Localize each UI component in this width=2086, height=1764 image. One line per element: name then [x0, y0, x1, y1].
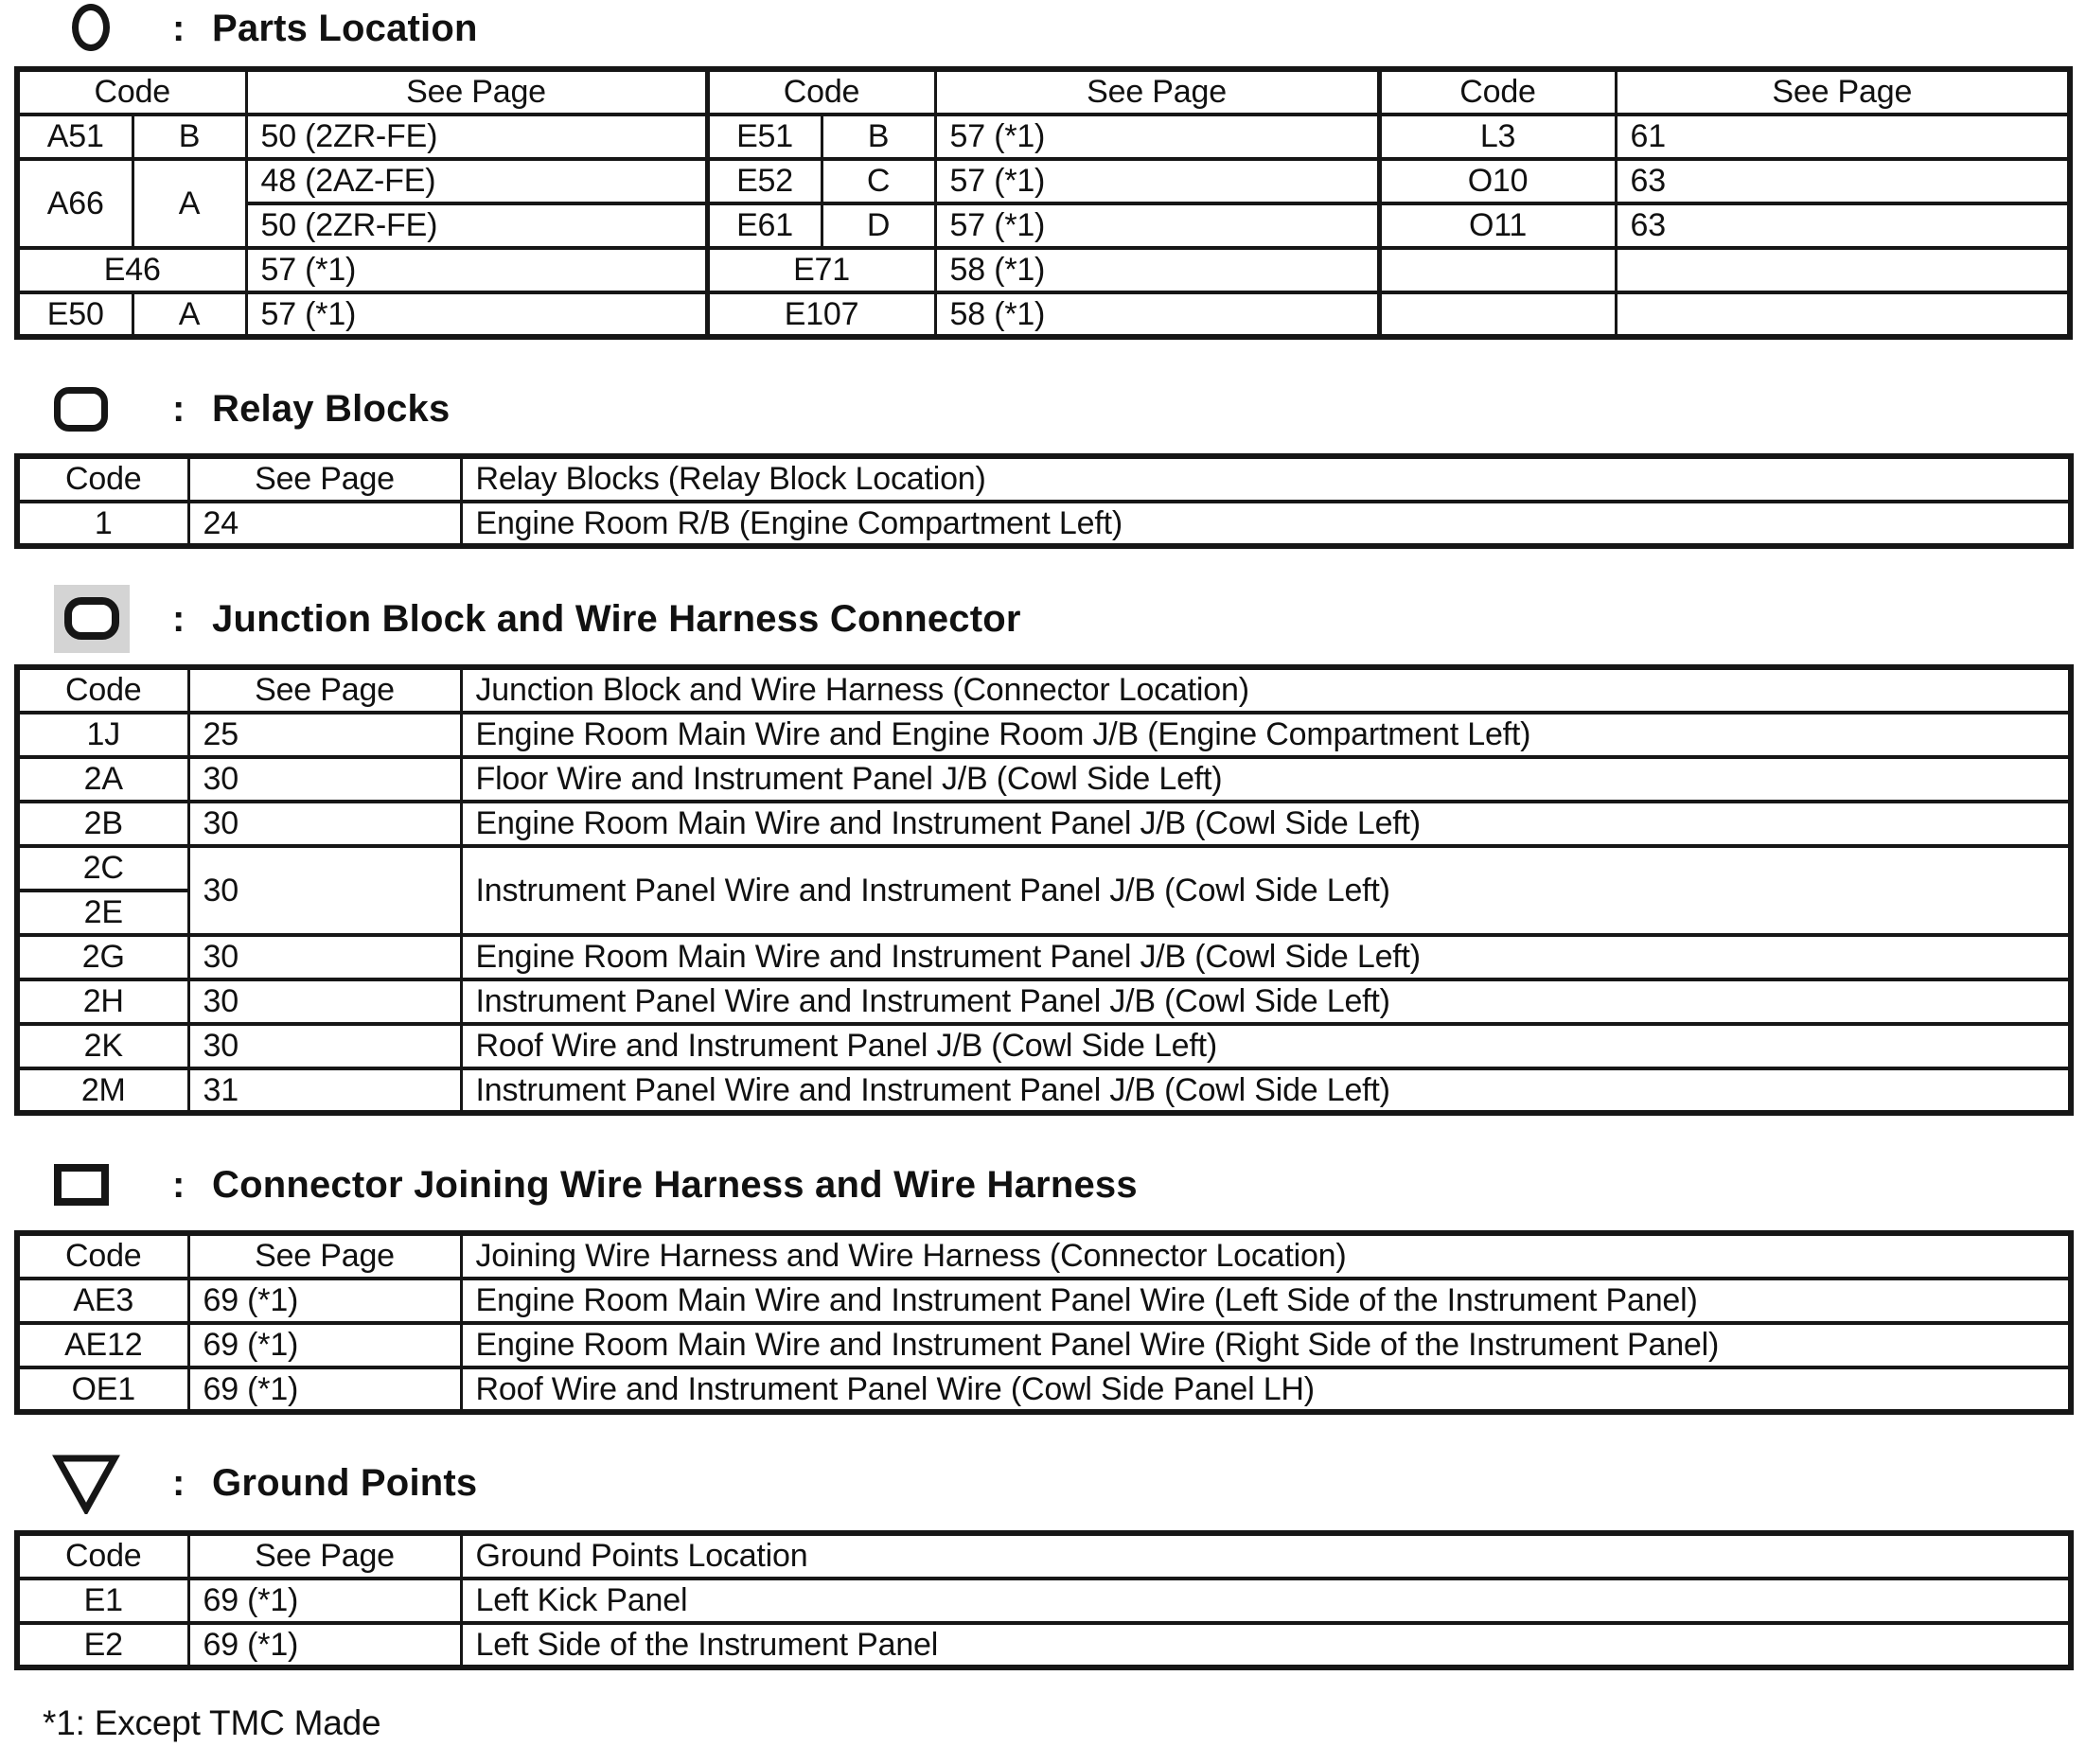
see-page-cell: 57 (*1) [935, 159, 1379, 203]
empty-cell [1379, 292, 1616, 337]
code-cell: OE1 [17, 1367, 188, 1412]
see-page-cell: 63 [1616, 159, 2070, 203]
table-row [17, 1579, 2071, 1623]
table-row [17, 159, 2070, 203]
junction-block-section-header [0, 579, 2086, 659]
ground-points-section-header [0, 1452, 2086, 1514]
table-header-row [17, 1533, 2071, 1579]
parts-location-circle-icon [72, 4, 110, 51]
section-title: Parts Location [212, 8, 478, 49]
location-cell: Engine Room Main Wire and Instrument Panel J/B (Cowl Side Left) [461, 802, 2071, 846]
see-page-cell: 57 (*1) [935, 203, 1379, 248]
code-cell: 1 [17, 502, 188, 546]
column-header-code: Code [17, 1533, 188, 1579]
code-suffix-cell: A [133, 159, 246, 248]
location-cell: Instrument Panel Wire and Instrument Panel J/B (Cowl Side Left) [461, 846, 2071, 935]
see-page-cell: 30 [188, 979, 461, 1024]
code-cell: 2K [17, 1024, 188, 1068]
location-cell: Roof Wire and Instrument Panel J/B (Cowl Side Left) [461, 1024, 2071, 1068]
colon: : [172, 1164, 186, 1206]
code-cell: E46 [17, 248, 246, 292]
column-header-code: Code [17, 667, 188, 713]
code-suffix-cell: B [822, 115, 935, 159]
column-header-location: Joining Wire Harness and Wire Harness (Connector Location) [461, 1233, 2071, 1279]
see-page-cell: 69 (*1) [188, 1367, 461, 1412]
relay-block-icon [54, 387, 108, 432]
empty-cell [1379, 248, 1616, 292]
code-cell: 2C [17, 846, 188, 891]
section-title: Connector Joining Wire Harness and Wire Harness [212, 1164, 1138, 1206]
location-cell: Left Side of the Instrument Panel [461, 1623, 2071, 1667]
table-row [17, 1068, 2071, 1113]
see-page-cell: 30 [188, 846, 461, 935]
code-cell: A66 [17, 159, 133, 248]
colon: : [172, 8, 186, 49]
column-header-code: Code [17, 456, 188, 502]
code-cell: L3 [1379, 115, 1616, 159]
location-cell: Floor Wire and Instrument Panel J/B (Cowl Side Left) [461, 757, 2071, 802]
column-header-see-page: See Page [188, 1533, 461, 1579]
table-row [17, 502, 2071, 546]
see-page-cell: 61 [1616, 115, 2070, 159]
see-page-cell: 57 (*1) [935, 115, 1379, 159]
code-cell: E52 [707, 159, 822, 203]
section-title: Ground Points [212, 1462, 478, 1504]
code-cell: E51 [707, 115, 822, 159]
connector-square-icon [54, 1164, 109, 1206]
code-cell: 2E [17, 891, 188, 935]
table-row [17, 203, 2070, 248]
code-cell: E1 [17, 1579, 188, 1623]
empty-cell [1616, 248, 2070, 292]
relay-blocks-table [14, 453, 2074, 549]
see-page-cell: 57 (*1) [246, 248, 707, 292]
table-row [17, 846, 2071, 891]
code-suffix-cell: C [822, 159, 935, 203]
code-cell: AE3 [17, 1279, 188, 1323]
code-cell: A51 [17, 115, 133, 159]
location-cell: Engine Room Main Wire and Engine Room J/B (Engine Compartment Left) [461, 713, 2071, 757]
junction-block-icon [64, 597, 119, 640]
table-header-row [17, 667, 2071, 713]
column-header-code: Code [17, 1233, 188, 1279]
code-cell: E71 [707, 248, 935, 292]
section-title: Relay Blocks [212, 388, 451, 430]
see-page-cell: 50 (2ZR-FE) [246, 115, 707, 159]
table-row [17, 248, 2070, 292]
parts-location-table [14, 66, 2073, 340]
see-page-cell: 58 (*1) [935, 248, 1379, 292]
code-cell: E2 [17, 1623, 188, 1667]
code-cell: O11 [1379, 203, 1616, 248]
colon: : [172, 388, 186, 430]
table-row [17, 292, 2070, 337]
code-suffix-cell: B [133, 115, 246, 159]
see-page-cell: 57 (*1) [246, 292, 707, 337]
empty-cell [1616, 292, 2070, 337]
see-page-cell: 30 [188, 935, 461, 979]
code-cell: 1J [17, 713, 188, 757]
table-row [17, 1367, 2071, 1412]
code-cell: AE12 [17, 1323, 188, 1367]
location-cell: Engine Room Main Wire and Instrument Panel J/B (Cowl Side Left) [461, 935, 2071, 979]
column-header-location: Relay Blocks (Relay Block Location) [461, 456, 2071, 502]
code-cell: O10 [1379, 159, 1616, 203]
see-page-cell: 63 [1616, 203, 2070, 248]
table-row [17, 713, 2071, 757]
see-page-cell: 50 (2ZR-FE) [246, 203, 707, 248]
table-row [17, 979, 2071, 1024]
see-page-cell: 31 [188, 1068, 461, 1113]
code-cell: E50 [17, 292, 133, 337]
relay-blocks-section-header [0, 380, 2086, 437]
location-cell: Engine Room R/B (Engine Compartment Left) [461, 502, 2071, 546]
see-page-cell: 69 (*1) [188, 1579, 461, 1623]
footnote: *1: Except TMC Made [43, 1703, 381, 1742]
see-page-cell: 69 (*1) [188, 1623, 461, 1667]
see-page-cell: 30 [188, 1024, 461, 1068]
ground-triangle-icon [52, 1454, 120, 1542]
location-cell: Engine Room Main Wire and Instrument Panel Wire (Right Side of the Instrument Panel) [461, 1323, 2071, 1367]
junction-block-icon-background [54, 585, 130, 653]
ground-points-table [14, 1530, 2074, 1670]
see-page-cell: 69 (*1) [188, 1323, 461, 1367]
code-suffix-cell: D [822, 203, 935, 248]
column-header-code: Code [707, 69, 935, 115]
column-header-see-page: See Page [188, 667, 461, 713]
table-header-row [17, 456, 2071, 502]
location-cell: Instrument Panel Wire and Instrument Panel J/B (Cowl Side Left) [461, 979, 2071, 1024]
column-header-see-page: See Page [188, 1233, 461, 1279]
column-header-see-page: See Page [935, 69, 1379, 115]
column-header-see-page: See Page [188, 456, 461, 502]
code-cell: 2H [17, 979, 188, 1024]
parts-location-section-header [0, 0, 2086, 57]
see-page-cell: 30 [188, 757, 461, 802]
code-cell: 2G [17, 935, 188, 979]
column-header-see-page: See Page [1616, 69, 2070, 115]
code-cell: 2B [17, 802, 188, 846]
table-header-row [17, 69, 2070, 115]
table-row [17, 935, 2071, 979]
table-row [17, 115, 2070, 159]
code-cell: E107 [707, 292, 935, 337]
code-cell: 2M [17, 1068, 188, 1113]
column-header-location: Ground Points Location [461, 1533, 2071, 1579]
code-cell: 2A [17, 757, 188, 802]
see-page-cell: 48 (2AZ-FE) [246, 159, 707, 203]
see-page-cell: 25 [188, 713, 461, 757]
table-row [17, 1024, 2071, 1068]
table-header-row [17, 1233, 2071, 1279]
colon: : [172, 1462, 186, 1504]
see-page-cell: 58 (*1) [935, 292, 1379, 337]
column-header-see-page: See Page [246, 69, 707, 115]
junction-block-table [14, 664, 2074, 1116]
connector-joining-table [14, 1230, 2074, 1415]
colon: : [172, 598, 186, 640]
table-row [17, 757, 2071, 802]
code-suffix-cell: A [133, 292, 246, 337]
see-page-cell: 24 [188, 502, 461, 546]
column-header-code: Code [17, 69, 246, 115]
table-row [17, 1279, 2071, 1323]
column-header-location: Junction Block and Wire Harness (Connector Location) [461, 667, 2071, 713]
see-page-cell: 30 [188, 802, 461, 846]
location-cell: Instrument Panel Wire and Instrument Panel J/B (Cowl Side Left) [461, 1068, 2071, 1113]
table-row [17, 802, 2071, 846]
column-header-code: Code [1379, 69, 1616, 115]
location-cell: Roof Wire and Instrument Panel Wire (Cowl Side Panel LH) [461, 1367, 2071, 1412]
table-row [17, 1623, 2071, 1667]
connector-joining-section-header [0, 1156, 2086, 1213]
see-page-cell: 69 (*1) [188, 1279, 461, 1323]
section-title: Junction Block and Wire Harness Connector [212, 598, 1021, 640]
code-cell: E61 [707, 203, 822, 248]
location-cell: Left Kick Panel [461, 1579, 2071, 1623]
table-row [17, 1323, 2071, 1367]
location-cell: Engine Room Main Wire and Instrument Panel Wire (Left Side of the Instrument Panel) [461, 1279, 2071, 1323]
